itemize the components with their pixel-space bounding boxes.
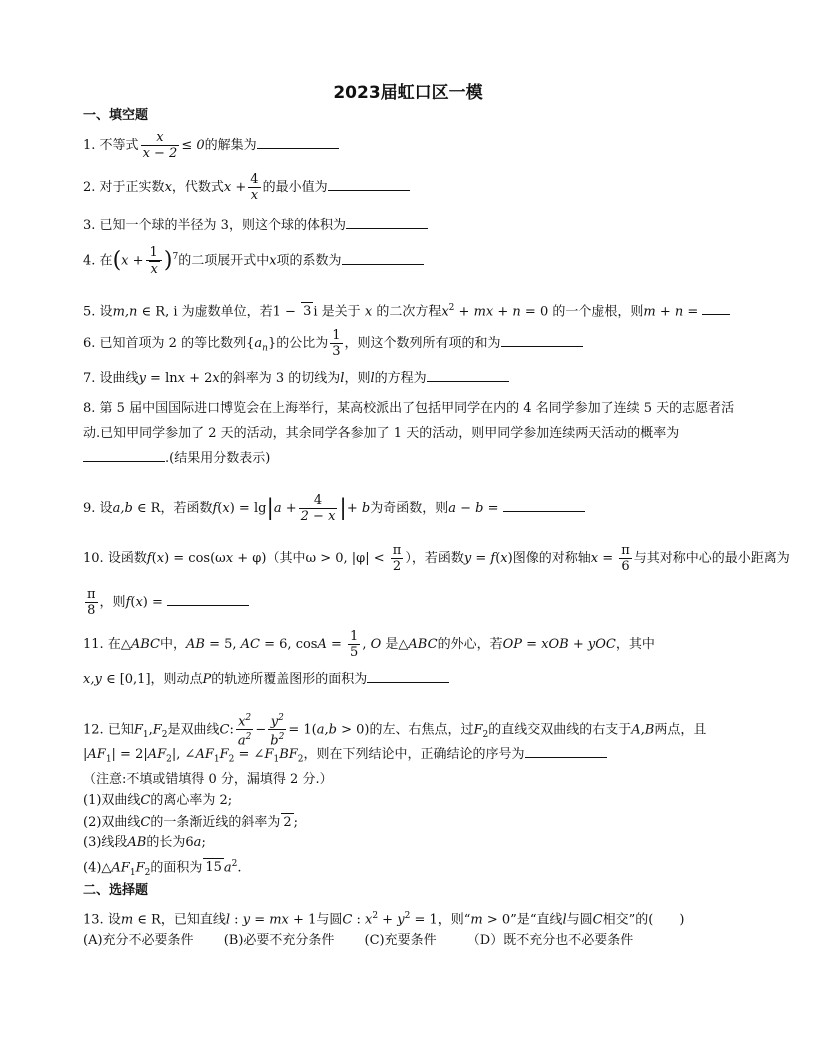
section-fill-in: 一、填空题 (83, 108, 149, 123)
answer-blank[interactable] (83, 449, 165, 462)
question-12-line2: $|AF_1| = 2|AF_2|$, $\angle AF_1F_2$ = $\angle F_1BF_2$，则在下列结论中，正确结论的序号为 (83, 745, 738, 769)
question-13: 13. 设m ∈ R，已知直线l : y = mx + 1与圆C : $x^2 + y^2 = 1$，则“m > 0”是“直线l与圆C相交”的( ) (83, 911, 685, 928)
answer-blank[interactable] (167, 593, 249, 606)
answer-blank[interactable] (427, 369, 509, 382)
answer-blank[interactable] (346, 216, 428, 229)
question-13-options (83, 932, 738, 950)
q12-item-2: (2)双曲线C的一条渐近线的斜率为 2 ; (83, 815, 299, 830)
answer-blank[interactable] (328, 178, 410, 191)
q12-item-3: (3)线段AB的长为6a; (83, 835, 206, 850)
question-7: 7. 设曲线y = lnx + 2x的斜率为 3 的切线为l，则l的方程为 (83, 369, 738, 388)
question-10-line1: 10. 设函数f(x) = cos(ωx + φ)（其中ω > 0, |φ| < $\frac{\pi}{2}$ ），若函数y = f(x)图像的对称轴x = $\frac{\pi}{6}$ 与其对称中心的最小距离为 (83, 543, 790, 574)
answer-blank[interactable] (342, 252, 424, 265)
answer-blank[interactable] (501, 334, 583, 347)
answer-blank[interactable] (702, 302, 730, 315)
fraction: $\frac{1}{3}$ (332, 328, 341, 359)
fraction: $\frac{1}{5}$ (350, 629, 359, 660)
question-10-line2: $\frac{\pi}{8}$ ，则f(x) = (83, 587, 738, 618)
option-c[interactable]: (C)充要条件 (364, 933, 437, 948)
fraction: $\frac{4}{x}$ (250, 172, 259, 203)
fraction: $\frac{\pi}{8}$ (87, 587, 96, 618)
answer-blank[interactable] (503, 499, 585, 512)
option-d[interactable]: （D）既不充分也不必要条件 (466, 933, 634, 948)
fraction: $\frac{x^2}{a^2}$ (237, 713, 252, 749)
question-11-line2: x,y ∈ [0,1]，则动点P的轨迹所覆盖图形的面积为 (83, 670, 738, 689)
question-6: 6. 已知首项为 2 的等比数列$\{a_n\}$的公比为 $\frac{1}{3}$ ，则这个数列所有项的和为 (83, 328, 738, 359)
answer-blank[interactable] (525, 745, 607, 758)
answer-blank[interactable] (367, 670, 449, 683)
section-multiple-choice: 二、选择题 (83, 883, 149, 898)
answer-blank[interactable] (257, 136, 339, 149)
question-1: 1. 不等式 $\frac{x}{x - 2}$ ≤ 0的解集为 (83, 130, 738, 161)
question-12-note: （注意:不填或错填得 0 分，漏填得 2 分.） (83, 772, 333, 787)
fraction: $\frac{1}{x}$ (146, 245, 162, 277)
question-2: 2. 对于正实数x，代数式x + $\frac{4}{x}$ 的最小值为 (83, 172, 738, 203)
question-3: 3. 已知一个球的半径为 3，则这个球的体积为 (83, 216, 738, 235)
question-5: 5. 设m,n ∈ R, i 为虚数单位，若1 − 3 i 是关于 x 的二次方程$x^2$ + mx + n = 0 的一个虚根，则m + n = (83, 299, 738, 321)
q12-item-1: (1)双曲线C的离心率为 2; (83, 793, 233, 808)
option-b[interactable]: (B)必要不充分条件 (223, 933, 335, 948)
fraction: $\frac{y^2}{b^2}$ (270, 713, 285, 749)
fraction: $\frac{4}{2 - x}$ (300, 493, 336, 524)
fraction: $\frac{\pi}{6}$ (621, 543, 630, 574)
question-9: 9. 设a,b ∈ R，若函数f(x) = lg|a + $\frac{4}{2 - x}$ |+ b为奇函数，则a − b = (83, 493, 738, 524)
question-11-line1: 11. 在△ABC中，AB = 5, AC = 6, cosA = $\frac{1}{5}$ , O 是△ABC的外心，若OP = xOB + yOC，其中 (83, 629, 655, 660)
question-12-line1: 12. 已知$F_1,F_2$是双曲线C: $\frac{x^2}{a^2}$ − $\frac{y^2}{b^2}$ = 1(a,b > 0)的左、右焦点，过$F_2$的直线交双曲线的右支于A,B两点，且 (83, 713, 707, 749)
fraction: $\frac{x}{x - 2}$ (142, 130, 178, 161)
page-title: 2023届虹口区一模 (333, 83, 483, 103)
fraction: $\frac{\pi}{2}$ (392, 543, 402, 574)
question-4: 4. 在(x + $\frac{1}{x}$ )$^7$的二项展开式中x项的系数为 (83, 245, 738, 277)
option-a[interactable]: (A)充分不必要条件 (83, 933, 194, 948)
question-8: 8. 第 5 届中国国际进口博览会在上海举行，某高校派出了包括甲同学在内的 4 名同学参加了连续 5 天的志愿者活动.已知甲同学参加了 2 天的活动，其余同学各参加了 1 天的活动，则甲同学参加连续两天活动的概率为.(结果用分数表示) (83, 401, 735, 466)
q12-item-4: $(4)\triangle AF_1F_2$的面积为 15 $a^2$. (83, 859, 242, 878)
